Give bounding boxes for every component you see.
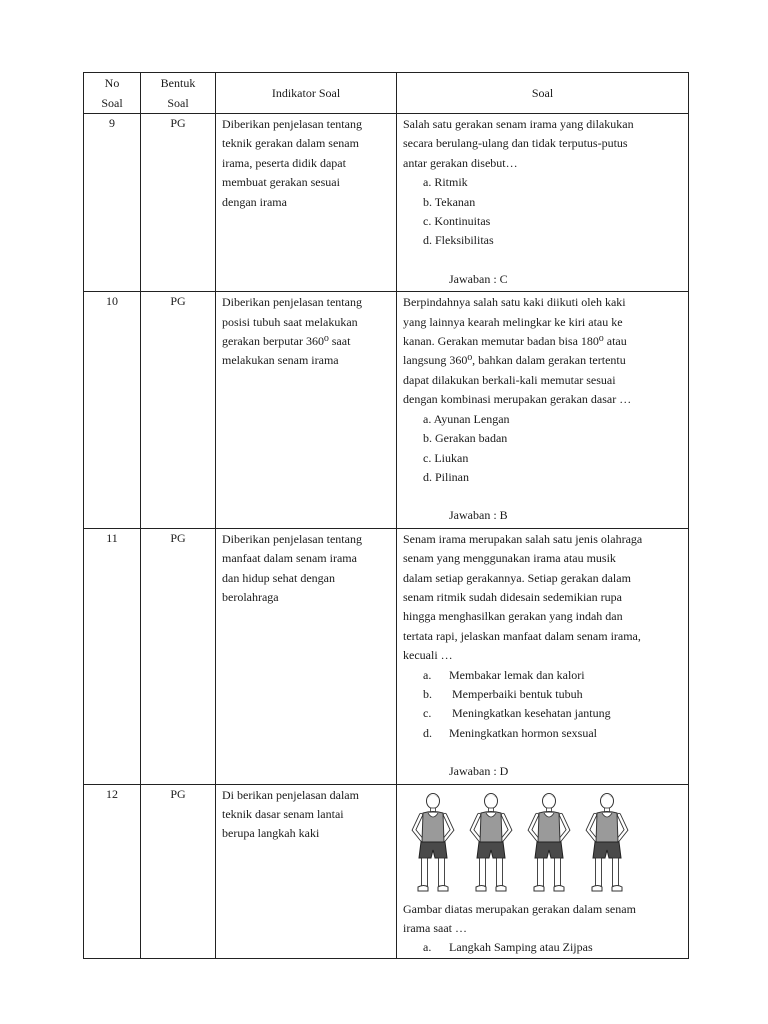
row-question — [397, 528, 689, 784]
indicator-line: posisi tubuh saat melakukan — [222, 314, 358, 329]
row-question — [397, 784, 689, 958]
option-letter: b. — [423, 686, 432, 701]
option-item — [403, 704, 682, 723]
row-number: 11 — [84, 528, 141, 784]
option-letter: c. — [423, 706, 432, 721]
header-indikator: Indikator Soal — [216, 73, 397, 114]
option-text: Meningkatkan hormon sexsual — [449, 725, 597, 740]
option-letter: a. — [423, 940, 432, 955]
indicator-line: Di berikan penjelasan dalam — [222, 787, 359, 802]
question-table — [83, 72, 689, 959]
row-number: 12 — [84, 784, 141, 958]
indicator-line: membuat gerakan sesuai — [222, 175, 340, 190]
answer-key: Jawaban : C — [449, 271, 508, 286]
row-type: PG — [141, 292, 216, 528]
indicator-line: irama, peserta didik dapat — [222, 155, 346, 170]
header-row — [84, 73, 689, 114]
row-indicator — [216, 114, 397, 292]
header-no-soal — [84, 73, 141, 114]
header-soal: Soal — [397, 73, 689, 114]
option-item: b. Gerakan badan — [423, 431, 508, 446]
row-number: 9 — [84, 114, 141, 292]
gymnasts-illustration — [403, 790, 682, 894]
question-line: dalam setiap gerakannya. Setiap gerakan dalam — [403, 570, 631, 585]
option-text: Langkah Samping atau Zijpas — [449, 940, 593, 955]
question-line: Gambar diatas merupakan gerakan dalam senam — [403, 901, 636, 916]
row-number: 10 — [84, 292, 141, 528]
question-line: Salah satu gerakan senam irama yang dilakukan — [403, 117, 634, 131]
indicator-line: Diberikan penjelasan tentang — [222, 531, 362, 546]
question-line: secara berulang-ulang dan tidak terputus-putus — [403, 136, 628, 151]
indicator-line: manfaat dalam senam irama — [222, 551, 357, 566]
table-row — [84, 292, 689, 528]
indicator-line: teknik dasar senam lantai — [222, 807, 344, 821]
indicator-line: gerakan berputar 360⁰ saat — [222, 334, 351, 349]
table-row — [84, 528, 689, 784]
indicator-line: dan hidup sehat dengan — [222, 570, 335, 585]
option-item: b. Tekanan — [423, 194, 476, 209]
option-item: a. Ayunan Lengan — [423, 411, 510, 426]
question-line: kecuali … — [403, 648, 453, 663]
option-item: c. Kontinuitas — [423, 214, 491, 229]
answer-key: Jawaban : D — [449, 764, 509, 779]
question-line: senam ritmik sudah didesain sedemikian rupa — [403, 589, 622, 604]
header-no-line2: Soal — [101, 96, 123, 110]
question-line: Senam irama merupakan salah satu jenis olahraga — [403, 531, 643, 546]
option-item: d. Pilinan — [423, 469, 470, 484]
question-line: antar gerakan disebut… — [403, 155, 518, 170]
header-bentuk-line1: Bentuk — [160, 76, 196, 90]
question-line: langsung 360⁰, bahkan dalam gerakan tertentu — [403, 353, 626, 368]
option-item — [403, 666, 682, 685]
gymnasts-figure — [403, 790, 653, 894]
option-item: c. Liukan — [423, 450, 469, 465]
option-letter: a. — [423, 667, 432, 682]
header-no-line1: No — [104, 76, 120, 90]
indicator-line: dengan irama — [222, 194, 287, 209]
header-bentuk-line2: Soal — [167, 96, 189, 110]
indicator-line: teknik gerakan dalam senam — [222, 136, 359, 151]
option-item — [403, 685, 682, 704]
question-line: Berpindahnya salah satu kaki diikuti oleh kaki — [403, 295, 626, 310]
indicator-line: berupa langkah kaki — [222, 826, 320, 841]
indicator-line: Diberikan penjelasan tentang — [222, 117, 362, 131]
table-row — [84, 114, 689, 292]
question-table-wrapper — [83, 72, 686, 959]
option-item — [403, 938, 682, 957]
question-line: dengan kombinasi merupakan gerakan dasar … — [403, 392, 632, 407]
row-indicator — [216, 528, 397, 784]
question-line: kanan. Gerakan memutar badan bisa 180⁰ atau — [403, 334, 627, 349]
row-indicator — [216, 292, 397, 528]
indicator-line: berolahraga — [222, 589, 279, 604]
indicator-line: Diberikan penjelasan tentang — [222, 295, 362, 310]
row-question — [397, 292, 689, 528]
option-item: d. Fleksibilitas — [423, 233, 494, 248]
question-line: senam yang menggunakan irama atau musik — [403, 551, 616, 566]
indicator-line: melakukan senam irama — [222, 353, 339, 368]
option-text: Membakar lemak dan kalori — [449, 667, 585, 682]
header-bentuk-soal — [141, 73, 216, 114]
row-type: PG — [141, 528, 216, 784]
table-row — [84, 784, 689, 958]
question-line: hingga menghasilkan gerakan yang indah dan — [403, 609, 623, 624]
option-text: Memperbaiki bentuk tubuh — [449, 686, 583, 701]
row-type: PG — [141, 114, 216, 292]
answer-key: Jawaban : B — [449, 508, 508, 523]
question-line: irama saat … — [403, 921, 467, 935]
option-item — [403, 724, 682, 743]
row-indicator — [216, 784, 397, 958]
option-letter: d. — [423, 725, 432, 740]
row-question — [397, 114, 689, 292]
row-type: PG — [141, 784, 216, 958]
option-text: Meningkatkan kesehatan jantung — [449, 706, 611, 721]
question-line: dapat dilakukan berkali-kali memutar sesuai — [403, 372, 616, 387]
option-item: a. Ritmik — [423, 175, 468, 190]
question-line: tertata rapi, jelaskan manfaat dalam senam irama, — [403, 628, 641, 643]
question-line: yang lainnya kearah melingkar ke kiri atau ke — [403, 314, 623, 329]
